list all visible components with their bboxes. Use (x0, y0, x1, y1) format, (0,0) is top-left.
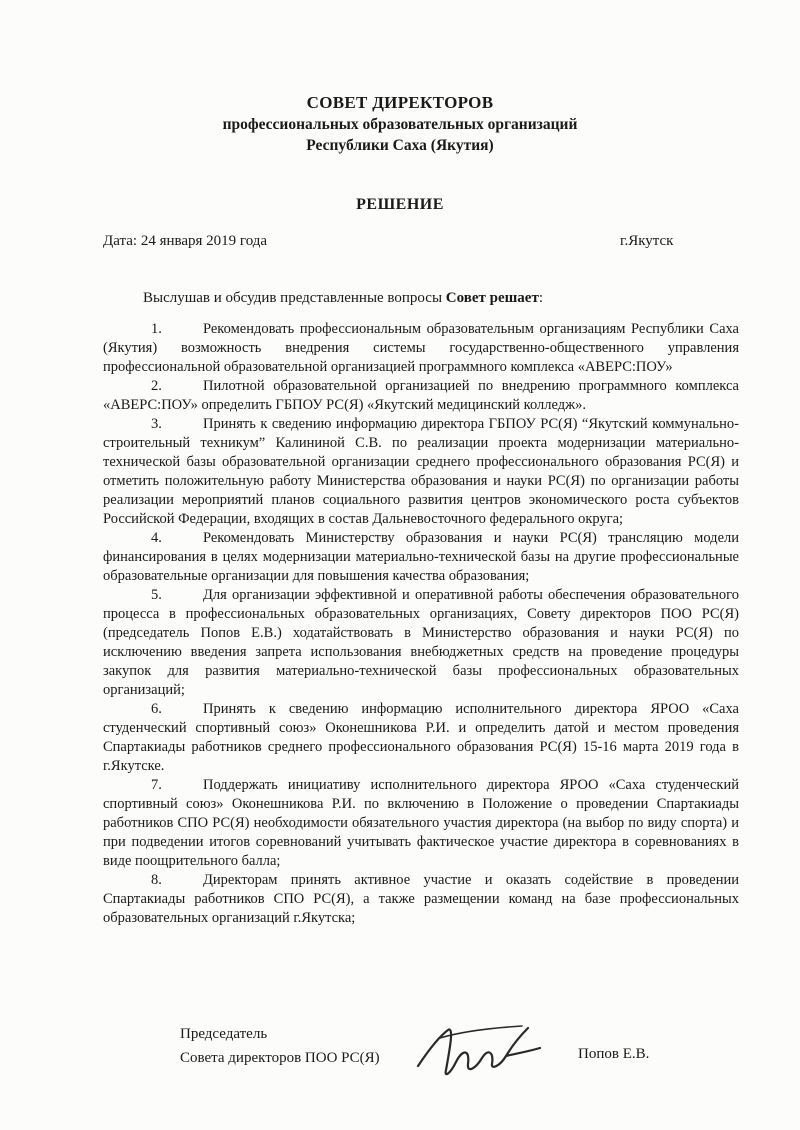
decision-item-number: 2. (151, 378, 162, 394)
header-org-title: СОВЕТ ДИРЕКТОРОВ (306, 93, 494, 112)
signatory-name: Попов Е.В. (578, 1046, 650, 1062)
header-org-subtitle: профессиональных образовательных организаций (222, 116, 578, 133)
decision-item-text: Рекомендовать профессиональным образовательным организациям Республики Саха (Якутия) возможность внедрения системы государственно-общественного управления профессиональной образовательной организацией программного комплекса «АВЕРС:ПОУ» (103, 321, 739, 375)
decision-item-text: Директорам принять активное участие и оказать содействие в проведении Спартакиады работников СПО РС(Я), а также размещении команд на базе профессиональных образовательных организаций г.Якутска; (103, 872, 739, 926)
decision-item-text: Принять к сведению информацию исполнительного директора ЯРОО «Саха студенческий спортивный союз» Оконешникова Р.И. и определить датой и местом проведения Спартакиады работников среднего профессионального образования РС(Я) 15-16 марта 2019 года в г.Якутске. (103, 701, 739, 774)
decision-item (103, 700, 739, 776)
signatory-role-line1: Председатель (180, 1026, 268, 1042)
decision-item (103, 320, 739, 377)
decision-item-text: Пилотной образовательной организацией по внедрению программного комплекса «АВЕРС:ПОУ» определить ГБПОУ РС(Я) «Якутский медицинский колледж». (103, 378, 739, 413)
signatory-role-line2: Совета директоров ПОО РС(Я) (180, 1050, 380, 1066)
intro-text: Выслушав и обсудив представленные вопросы (143, 290, 446, 306)
decision-item-text: Для организации эффективной и оперативной работы обеспечения образовательного процесса в профессиональных образовательных организациях, Совету директоров ПОО РС(Я) (председатель Попов Е.В.) ходатайствовать в Министерство образования и науки РС(Я) по исключению введения запрета использования внебюджетных средств на проведение процедуры закупок для развития материально-технической базы профессиональных образовательных организаций; (103, 587, 739, 698)
decision-item-number: 5. (151, 587, 162, 603)
decision-item-number: 1. (151, 321, 162, 337)
decision-item (103, 529, 739, 586)
document-header (0, 92, 800, 156)
decision-item (103, 776, 739, 871)
intro-end: : (538, 290, 543, 306)
decision-item-text: Рекомендовать Министерству образования и науки РС(Я) трансляцию модели финансирования в целях модернизации материально-технической базы на другие профессиональные образовательные организации для повышения качества образования; (103, 530, 739, 584)
decision-items-list (103, 320, 739, 928)
decision-item-text: Поддержать инициативу исполнительного директора ЯРОО «Саха студенческий спортивный союз» Оконешникова Р.И. по включению в Положение о проведении Спартакиады работников СПО РС(Я) необходимости обязательного участия директора (на выбор по виду спорта) и при подведении итогов соревнований учитывать фактическое участие директора в соревнованиях в виде поощрительного балла; (103, 777, 739, 869)
decision-item-text: Принять к сведению информацию директора ГБПОУ РС(Я) “Якутский коммунально-строительный техникум” Калининой С.В. по реализации проекта модернизации материально-технической базы образовательной организации среднего профессионального образования РС(Я) и отметить положительную работу Министерства образования и науки РС(Я) по организации работы реализации мероприятий планов социального развития центров экономического роста субъектов Российской Федерации, входящих в состав Дальневосточного федерального округа; (103, 416, 739, 527)
document-city: г.Якутск (620, 233, 674, 249)
decision-item (103, 586, 739, 700)
decision-item (103, 377, 739, 415)
decision-item (103, 871, 739, 928)
intro-bold: Совет решает (445, 290, 539, 306)
decision-item-number: 4. (151, 530, 162, 546)
decision-item-number: 3. (151, 416, 162, 432)
header-org-region: Республики Саха (Якутия) (306, 137, 494, 154)
decision-item-number: 7. (151, 777, 162, 793)
decision-item-number: 6. (151, 701, 162, 717)
decision-item-number: 8. (151, 872, 162, 888)
signatory-role (180, 1022, 380, 1070)
document-title: РЕШЕНИЕ (356, 196, 444, 213)
decision-item (103, 415, 739, 529)
document-date: Дата: 24 января 2019 года (103, 233, 268, 249)
handwritten-signature (410, 1008, 550, 1088)
intro-paragraph (143, 290, 543, 307)
